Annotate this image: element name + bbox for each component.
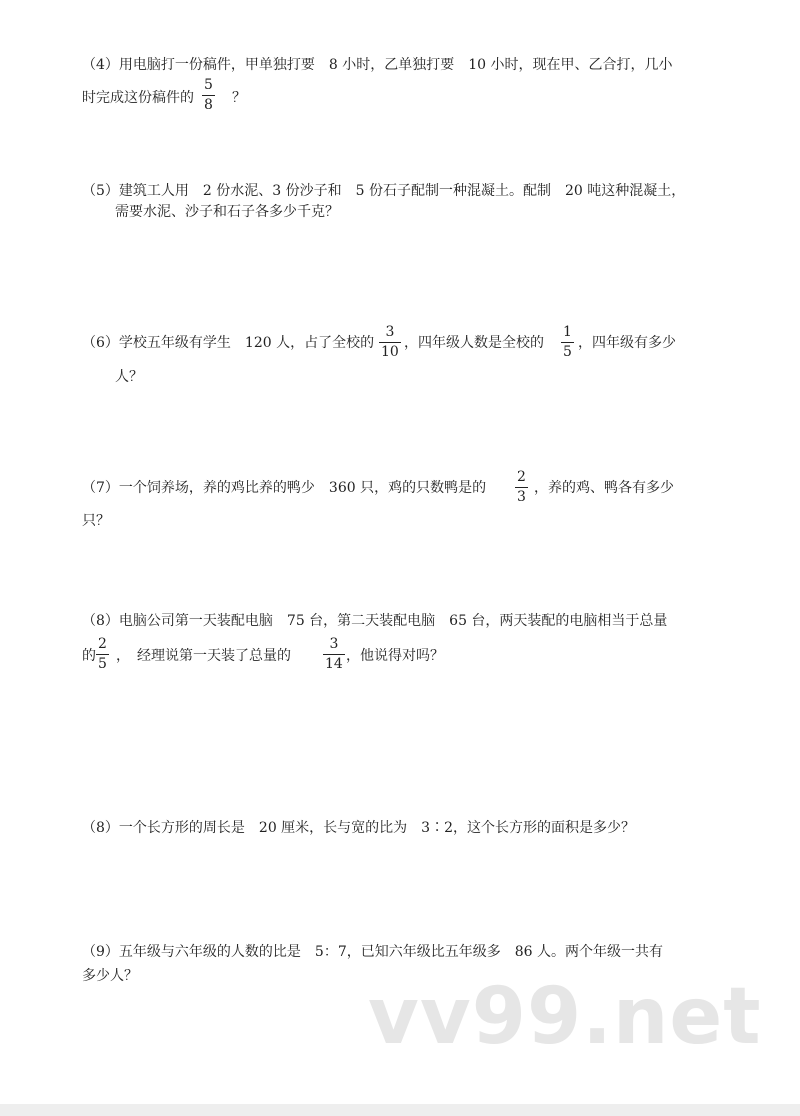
problem-7-line-1a: （7）一个饲养场，养的鸡比养的鸭少 360 只，鸡的只数鸭是的 xyxy=(82,480,487,496)
problem-8a-line-2c: ，他说得对吗？ xyxy=(346,648,444,664)
fraction-denominator: 5 xyxy=(98,656,107,672)
problem-9-line-1: （9）五年级与六年级的人数的比是 5：7，已知六年级比五年级多 86 人。两个年级一共有 xyxy=(82,944,663,960)
fraction-numerator: 5 xyxy=(204,77,213,93)
fraction-numerator: 2 xyxy=(98,636,107,652)
problem-9-line-2: 多少人？ xyxy=(82,968,138,984)
fraction-denominator: 14 xyxy=(325,656,343,672)
fraction-denominator: 8 xyxy=(204,97,213,113)
problem-8a-line-2a: 的 xyxy=(82,648,96,664)
problem-6-fraction-2 xyxy=(561,324,574,361)
problem-8a-fraction-1 xyxy=(96,636,109,673)
fraction-numerator: 3 xyxy=(329,636,339,652)
problem-8a-fraction-2 xyxy=(323,636,345,673)
problem-4-line-1: （4）用电脑打一份稿件，甲单独打要 8 小时，乙单独打要 10 小时，现在甲、乙合打，几小 xyxy=(82,57,673,73)
problem-6-line-1b: ，四年级人数是全校的 xyxy=(404,335,544,351)
problem-4-fraction xyxy=(202,77,215,114)
problem-7-line-1b: ，养的鸡、鸭各有多少 xyxy=(534,480,674,496)
problem-6-line-1c: ，四年级有多少 xyxy=(578,335,676,351)
problem-5-line-2: 需要水泥、沙子和石子各多少千克？ xyxy=(115,204,339,220)
problem-4-line-2a: 时完成这份稿件的 xyxy=(82,90,194,106)
fraction-denominator: 10 xyxy=(381,344,399,360)
fraction-denominator: 3 xyxy=(517,489,526,505)
problem-8b-line-1: （8）一个长方形的周长是 20 厘米，长与宽的比为 3∶2，这个长方形的面积是多少？ xyxy=(82,820,635,836)
problem-7-fraction xyxy=(515,469,528,506)
problem-7-line-2: 只？ xyxy=(82,513,110,529)
problem-8a-line-2b: ， 经理说第一天装了总量的 xyxy=(116,648,291,664)
problem-6-line-2: 人？ xyxy=(115,369,143,385)
problem-6-fraction-1 xyxy=(379,324,401,361)
problem-5-line-1: （5）建筑工人用 2 份水泥、3 份沙子和 5 份石子配制一种混凝土。配制 20 吨这种混凝土， xyxy=(82,183,686,199)
problem-6-line-1a: （6）学校五年级有学生 120 人，占了全校的 xyxy=(82,335,375,351)
site-watermark: vv99.net xyxy=(368,972,762,1062)
fraction-numerator: 2 xyxy=(517,469,526,485)
problem-8a-line-1: （8）电脑公司第一天装配电脑 75 台，第二天装配电脑 65 台，两天装配的电脑相当于总量 xyxy=(82,613,668,629)
fraction-numerator: 1 xyxy=(563,324,572,340)
problem-4-line-2b: ？ xyxy=(232,90,246,106)
fraction-denominator: 5 xyxy=(563,344,572,360)
fraction-numerator: 3 xyxy=(385,324,395,340)
page-bottom-edge xyxy=(0,1104,800,1116)
